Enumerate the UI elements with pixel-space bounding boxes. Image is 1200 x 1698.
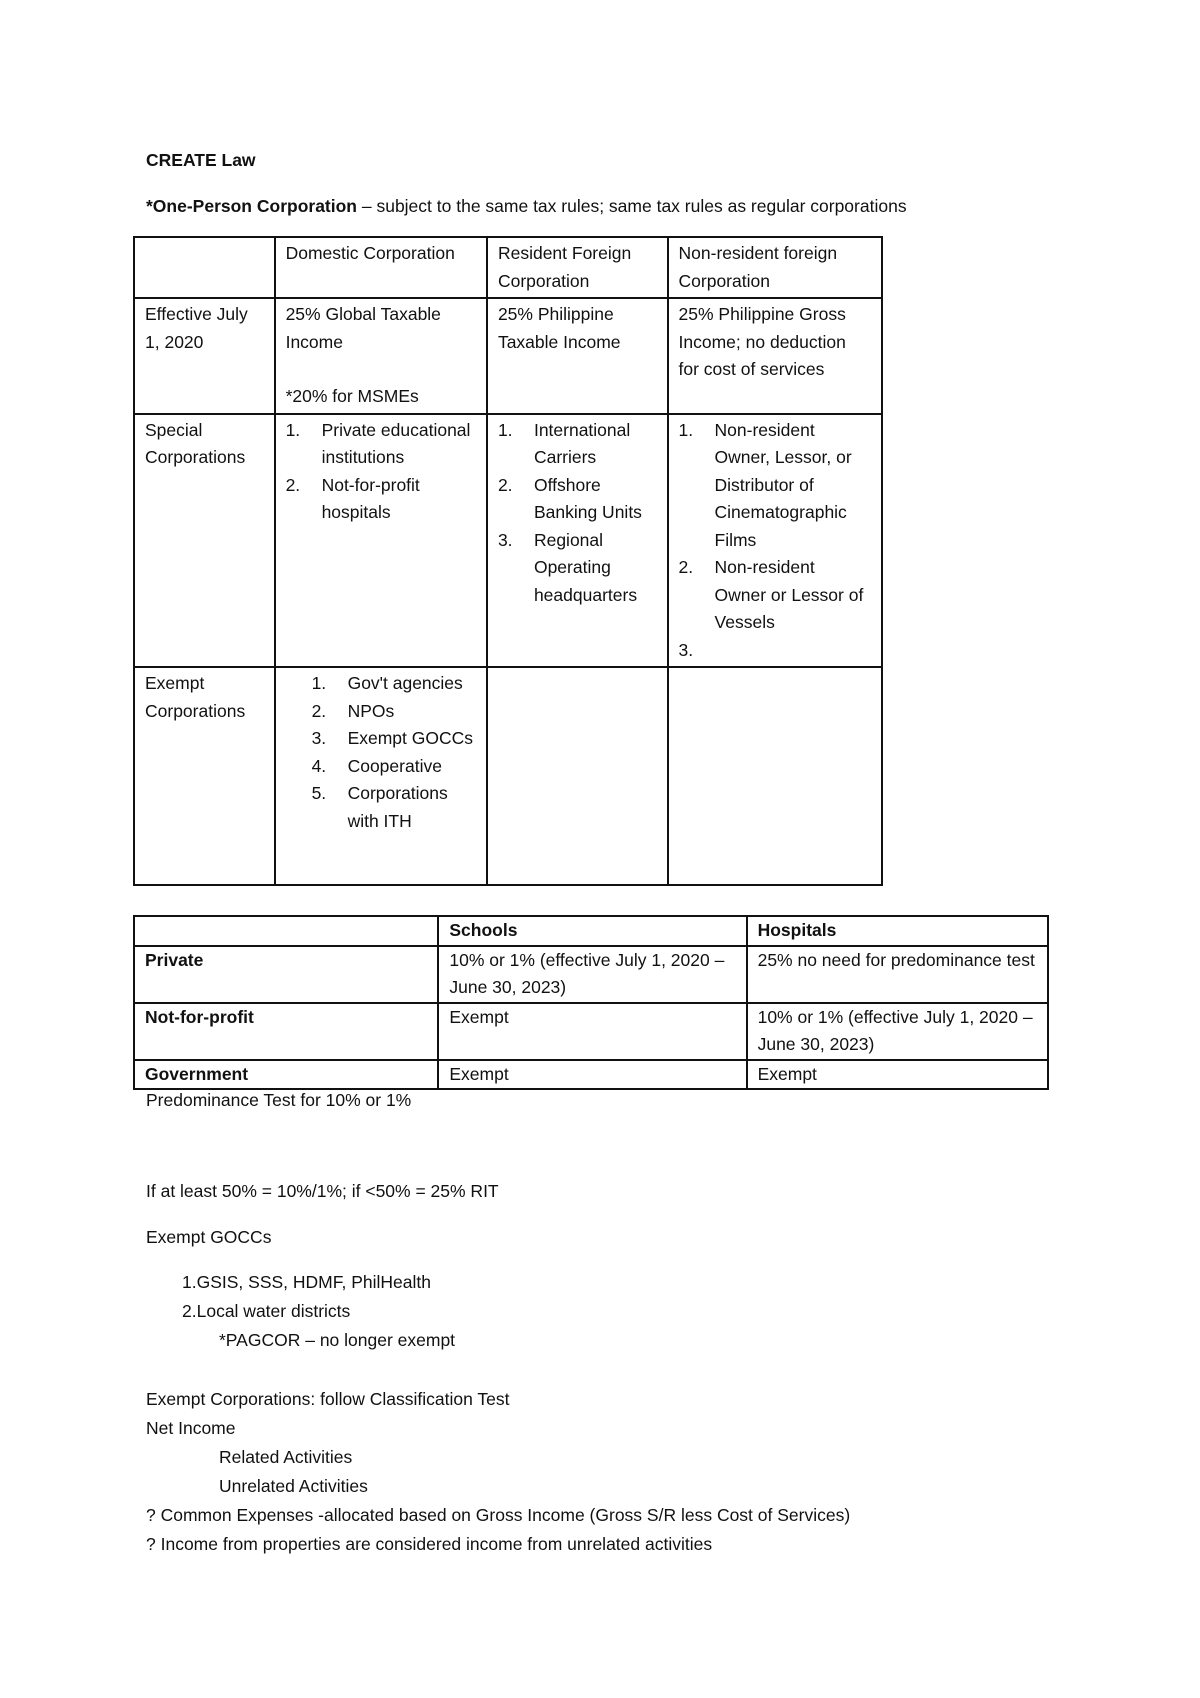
opc-text: – subject to the same tax rules; same tax rules as regular corporations [357,196,907,216]
list-item: 3. Exempt GOCCs [311,728,474,748]
table-header-cell: Hospitals [747,916,1048,946]
list-item: 1. GSIS, SSS, HDMF, PhilHealth [182,1272,431,1292]
table-cell [668,414,882,668]
income-properties-note: ? Income from properties are considered income from unrelated activities [146,1534,713,1554]
table-row [134,946,1048,1003]
rule-text: If at least 50% = 10%/1%; if <50% = 25% RIT [146,1181,499,1201]
exempt-goccs-title: Exempt GOCCs [146,1227,272,1247]
row-label: Effective July 1, 2020 [134,298,275,414]
table-cell: Exempt [747,1060,1048,1090]
table-cell [668,667,882,885]
row-label: Private [134,946,438,1003]
table-row [134,298,882,414]
predominance-text: Predominance Test for 10% or 1% [146,1090,412,1110]
table-cell [275,414,487,668]
table-header-cell: Schools [438,916,746,946]
list-item: 1. Gov't agencies [311,673,463,693]
table-cell [487,414,668,668]
classification-text: Exempt Corporations: follow Classification Test [146,1389,510,1409]
table-cell: 10% or 1% (effective July 1, 2020 – June 30, 2023) [747,1003,1048,1060]
table-cell: 25% no need for predominance test [747,946,1048,1003]
row-label: Exempt Corporations [134,667,275,885]
list-item: 3. Regional Operating headquarters [497,529,638,605]
row-label: Special Corporations [134,414,275,668]
table-cell: Exempt [438,1003,746,1060]
table-row [134,414,882,668]
numbered-list [312,670,476,835]
numbered-list [286,417,476,527]
table-row [134,667,882,885]
document-title: CREATE Law [146,150,256,170]
list-item: 2. NPOs [311,700,395,721]
list-item: 2. Not-for-profit hospitals [285,474,420,522]
list-item: 1. International Carriers [497,419,631,467]
table-row [134,1003,1048,1060]
table-header-cell [134,916,438,946]
table-cell: 25% Philippine Taxable Income [487,298,668,414]
table-cell: 10% or 1% (effective July 1, 2020 – June 30, 2023) [438,946,746,1003]
table-cell: 25% Philippine Gross Income; no deduction for cost of services [668,298,882,414]
pagcor-note: *PAGCOR – no longer exempt [219,1330,456,1350]
table-cell [487,667,668,885]
list-item: 3. [678,639,694,660]
list-item: 1. Private educational institutions [285,419,471,467]
row-label: Government [134,1060,438,1090]
exempt-goccs-list [146,1268,431,1326]
list-item: 1. Non-resident Owner, Lessor, or Distributor of Cinematographic Films [678,419,852,550]
schools-hospitals-table [133,915,1049,1090]
table-header-row [134,916,1048,946]
numbered-list [679,417,871,665]
list-item: 2. Local water districts [182,1301,351,1321]
opc-line [146,192,907,220]
cell-text: 25% Global Taxable Income [285,304,441,352]
table-cell: Exempt [438,1060,746,1090]
row-label: Not-for-profit [134,1003,438,1060]
table-header-cell: Domestic Corporation [275,237,487,298]
list-item: 2. Offshore Banking Units [497,474,642,522]
opc-label: *One-Person Corporation [146,196,357,216]
table-header-cell [134,237,275,298]
numbered-list [498,417,657,610]
table-header-cell: Non-resident foreign Corporation [668,237,882,298]
table-row [134,1060,1048,1090]
cell-note: *20% for MSMEs [285,386,419,406]
table-header-row [134,237,882,298]
list-item: 2. Non-resident Owner or Lessor of Vessels [678,557,864,632]
net-income-text: Net Income [146,1418,236,1438]
list-item: 5. Corporations with ITH [311,783,448,831]
table-header-cell: Resident Foreign Corporation [487,237,668,298]
related-activities-text: Related Activities [219,1447,353,1467]
table-cell [275,298,487,414]
corporate-tax-table [133,236,883,886]
list-item: 4. Cooperative [311,755,442,776]
unrelated-activities-text: Unrelated Activities [219,1476,368,1496]
table-cell [275,667,487,885]
common-expenses-note: ? Common Expenses -allocated based on Gross Income (Gross S/R less Cost of Services) [146,1505,851,1525]
